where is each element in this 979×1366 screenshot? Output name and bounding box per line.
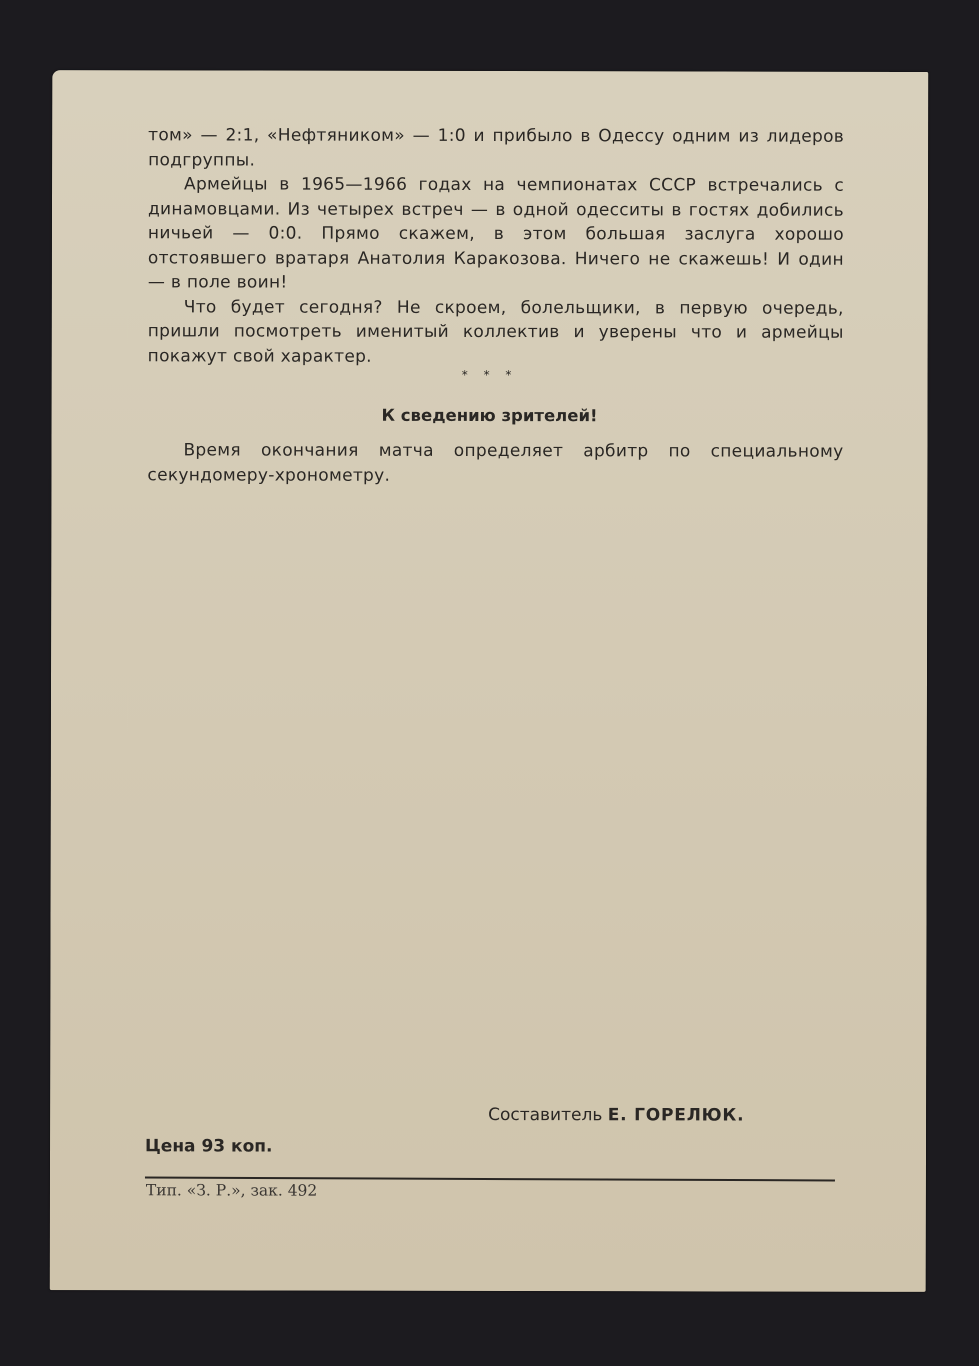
paragraph-3: Что будет сегодня? Не скроем, болельщики, в первую очередь, пришли посмотреть именитый коллектив и уверены что и армейцы покажут свой характер. bbox=[147, 296, 844, 367]
compiler-label: Составитель bbox=[488, 1104, 603, 1126]
article-body bbox=[148, 123, 845, 369]
price-label: Цена 93 коп. bbox=[145, 1136, 273, 1157]
notice-heading: К сведению зрителей! bbox=[381, 405, 598, 426]
paragraph-1: том» — 2:1, «Нефтяником» — 1:0 и прибыло в Одессу одним из лидеров подгруппы. bbox=[148, 125, 845, 171]
compiler-name: Е. ГОРЕЛЮК. bbox=[607, 1105, 745, 1126]
notice-text: Время окончания матча определяет арбитр по специальному секундомеру-хронометру. bbox=[147, 440, 844, 486]
printer-imprint: Тип. «З. Р.», зак. 492 bbox=[145, 1181, 318, 1200]
program-page bbox=[50, 70, 929, 1292]
compiler-credit bbox=[488, 1105, 744, 1126]
paragraph-2: Армейцы в 1965—1966 годах на чемпионатах СССР встречались с динамовцами. Из четырех встреч — в одной одесситы в гостях добились ничьей — 0:0. Прямо скажем, в этом большая заслуга хорошо отстоявшего вратаря Анатолия Каракозова. Ничего не скажешь! И один — в поле воин! bbox=[147, 174, 845, 293]
notice-section bbox=[147, 438, 843, 488]
section-separator: * * * bbox=[461, 367, 518, 383]
